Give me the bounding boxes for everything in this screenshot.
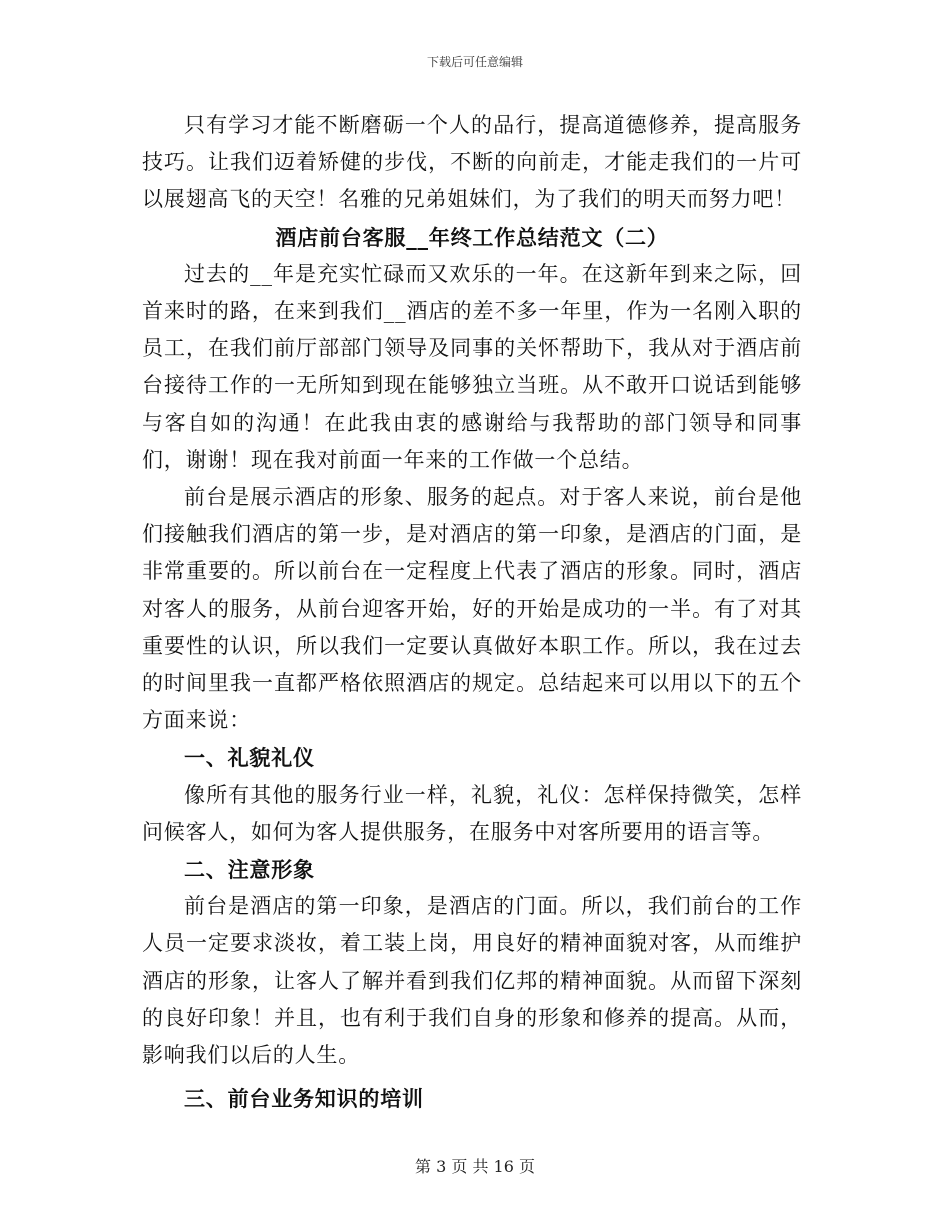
intro-paragraph: 只有学习才能不断磨砺一个人的品行，提高道德修养，提高服务技巧。让我们迈着矫健的步伐，不断的向前走，才能走我们的一片可以展翅高飞的天空！名雅的兄弟姐妹们，为了我们的明天而努力吧！	[142, 113, 802, 212]
section-heading-image: 二、注意形象	[184, 857, 315, 883]
paragraph-front-desk-role: 前台是展示酒店的形象、服务的起点。对于客人来说，前台是他们接触我们酒店的第一步，是对酒店的第一印象，是酒店的门面，是非常重要的。所以前台在一定程度上代表了酒店的形象。同时，酒店对客人的服务，从前台迎客开始，好的开始是成功的一半。有了对其重要性的认识，所以我们一定要认真做好本职工作。所以，我在过去的时间里我一直都严格依照酒店的规定。总结起来可以用以下的五个方面来说：	[142, 485, 802, 733]
section-heading-etiquette: 一、礼貌礼仪	[184, 745, 315, 771]
page-header: 下载后可任意编辑	[426, 55, 523, 69]
document-body	[142, 107, 802, 1117]
section-body-image: 前台是酒店的第一印象，是酒店的门面。所以，我们前台的工作人员一定要求淡妆，着工装上岗，用良好的精神面貌对客，从而维护酒店的形象，让客人了解并看到我们亿邦的精神面貌。从而留下深刻的良好印象！并且，也有利于我们自身的形象和修养的提高。从而，影响我们以后的人生。	[142, 894, 802, 1068]
section-heading-training: 三、前台业务知识的培训	[184, 1086, 424, 1112]
paragraph-review: 过去的__年是充实忙碌而又欢乐的一年。在这新年到来之际，回首来时的路，在来到我们__酒店的差不多一年里，作为一名刚入职的员工，在我们前厅部部门领导及同事的关怀帮助下，我从对于酒店前台接待工作的一无所知到现在能够独立当班。从不敢开口说话到能够与客自如的沟通！在此我由衷的感谢给与我帮助的部门领导和同事们，谢谢！现在我对前面一年来的工作做一个总结。	[142, 261, 802, 472]
page-number: 第 3 页 共 16 页	[415, 1157, 535, 1176]
document-title: 酒店前台客服__年终工作总结范文（二）	[275, 224, 669, 250]
section-body-etiquette: 像所有其他的服务行业一样，礼貌，礼仪：怎样保持微笑，怎样问候客人，如何为客人提供服务，在服务中对客所要用的语言等。	[142, 782, 802, 844]
